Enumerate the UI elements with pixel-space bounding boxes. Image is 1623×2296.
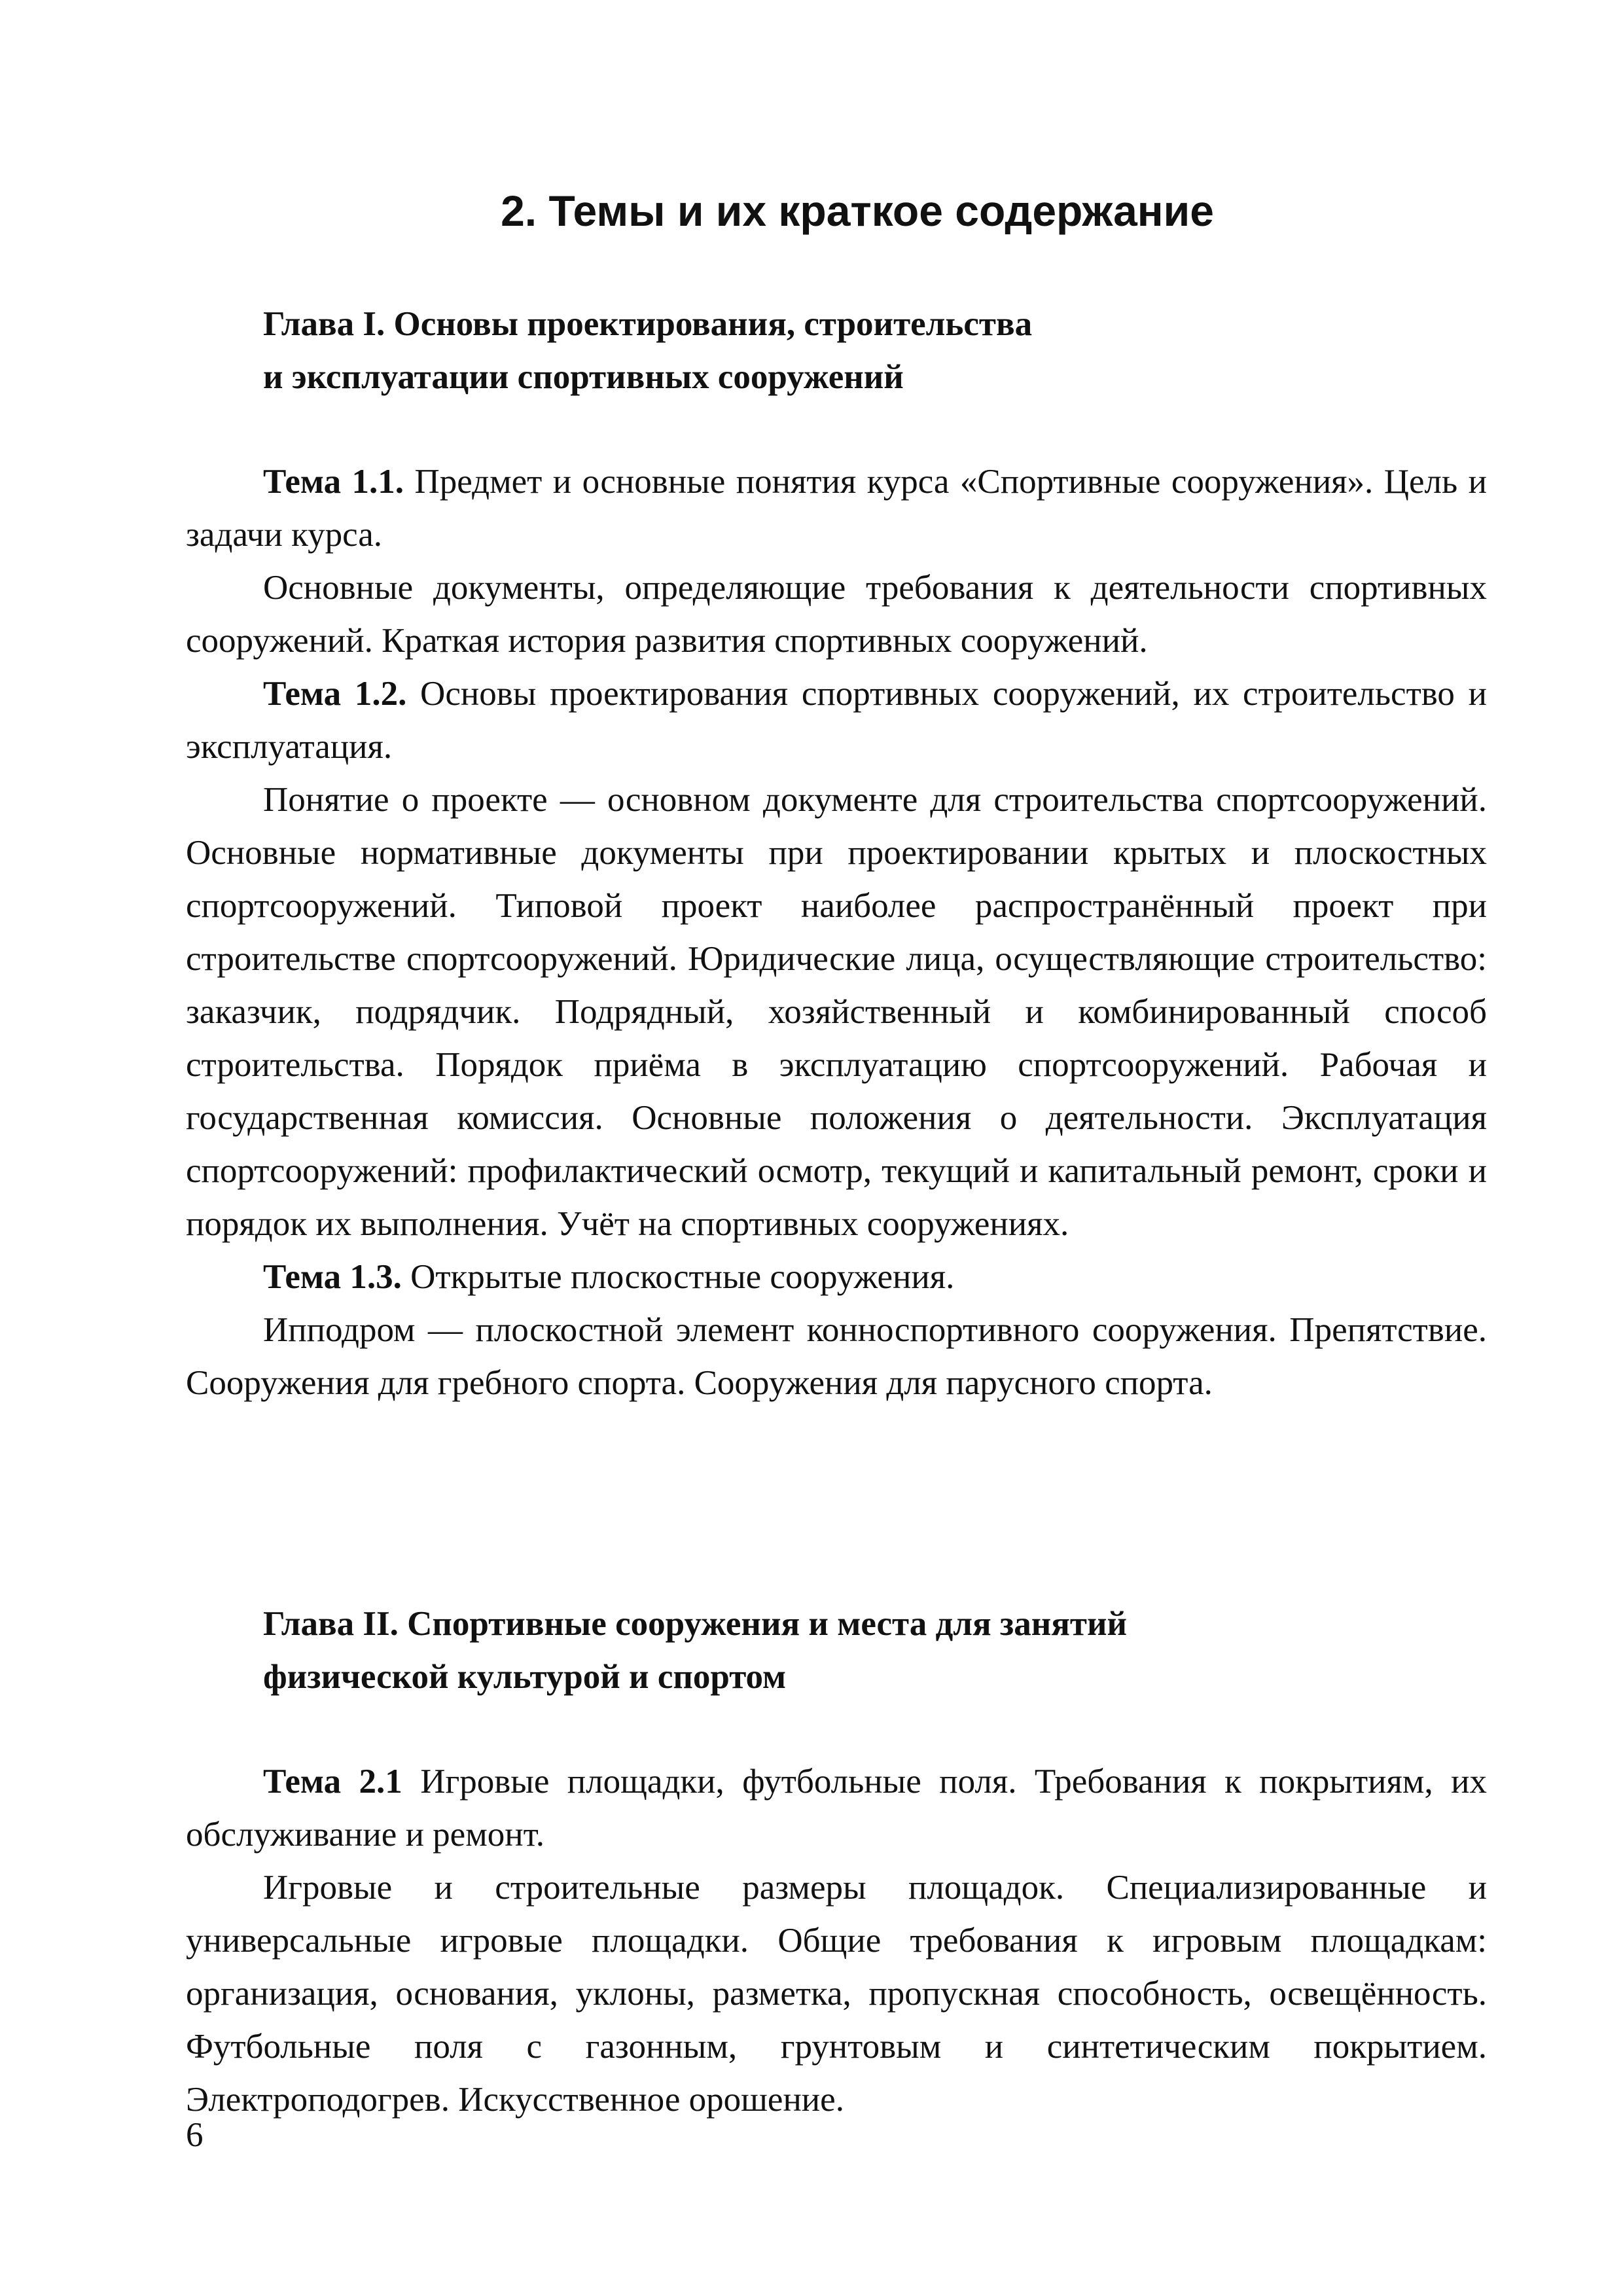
topic-1-1-description: Основные документы, определяющие требования к деятельности спортивных сооружений. Краткая история развития спортивных сооружений. [186, 569, 1487, 660]
page-number: 6 [186, 2116, 204, 2154]
topic-1-2-paragraph [186, 668, 1487, 774]
topic-1-3-description: Ипподром — плоскостной элемент конноспортивного сооружения. Препятствие. Сооружения для гребного спорта. Сооружения для парусного спорта. [186, 1311, 1487, 1402]
topic-1-2-text: Основы проектирования спортивных сооружений, их строительство и эксплуатация. [186, 675, 1487, 766]
topic-2-1-text: Игровые площадки, футбольные поля. Требования к покрытиям, их обслуживание и ремонт. [186, 1763, 1487, 1854]
chapter-1-body [186, 456, 1487, 1410]
chapter-2-heading-line-1: Глава II. Спортивные сооружения и места для занятий [263, 1605, 1128, 1643]
topic-1-3-text: Открытые плоскостные сооружения. [401, 1258, 955, 1296]
topic-1-1-paragraph [186, 456, 1487, 562]
topic-1-3-paragraph [186, 1251, 1487, 1304]
topic-2-1-description: Игровые и строительные размеры площадок. Специализированные и универсальные игровые площадки. Общие требования к игровым площадкам: организация, основания, уклоны, разметка, пропускная способность, освещённость. Футбольные поля с газонным, грунтовым и синтетическим покрытием. Электроподогрев. Искусственное орошение. [186, 1869, 1487, 2119]
chapter-2-body [186, 1755, 1487, 2126]
section-title: 2. Темы и их краткое содержание [501, 187, 1214, 235]
topic-1-3-label: Тема 1.3. [263, 1258, 402, 1296]
chapter-1-heading-line-2: и эксплуатации спортивных сооружений [263, 358, 904, 396]
topic-1-1-label: Тема 1.1. [263, 463, 404, 501]
topic-2-1-paragraph [186, 1755, 1487, 1861]
chapter-1-heading-line-1: Глава I. Основы проектирования, строительства [263, 305, 1033, 343]
chapter-2-heading [263, 1598, 1507, 1704]
topic-1-2-description: Понятие о проекте — основном документе для строительства спортсооружений. Основные нормативные документы при проектировании крытых и плоскостных спортсооружений. Типовой проект наиболее распространённый проект при строительстве спортсооружений. Юридические лица, осуществляющие строительство: заказчик, подрядчик. Подрядный, хозяйственный и комбинированный способ строительства. Порядок приёма в эксплуатацию спортсооружений. Рабочая и государственная комиссия. Основные положения о деятельности. Эксплуатация спортсооружений: профилактический осмотр, текущий и капитальный ремонт, сроки и порядок их выполнения. Учёт на спортивных сооружениях. [186, 781, 1487, 1243]
chapter-2-heading-line-2: физической культурой и спортом [263, 1658, 787, 1696]
chapter-1-heading [263, 298, 1507, 404]
topic-1-1-text: Предмет и основные понятия курса «Спортивные сооружения». Цель и задачи курса. [186, 463, 1487, 554]
topic-2-1-label: Тема 2.1 [263, 1763, 402, 1801]
topic-1-2-label: Тема 1.2. [263, 675, 407, 713]
